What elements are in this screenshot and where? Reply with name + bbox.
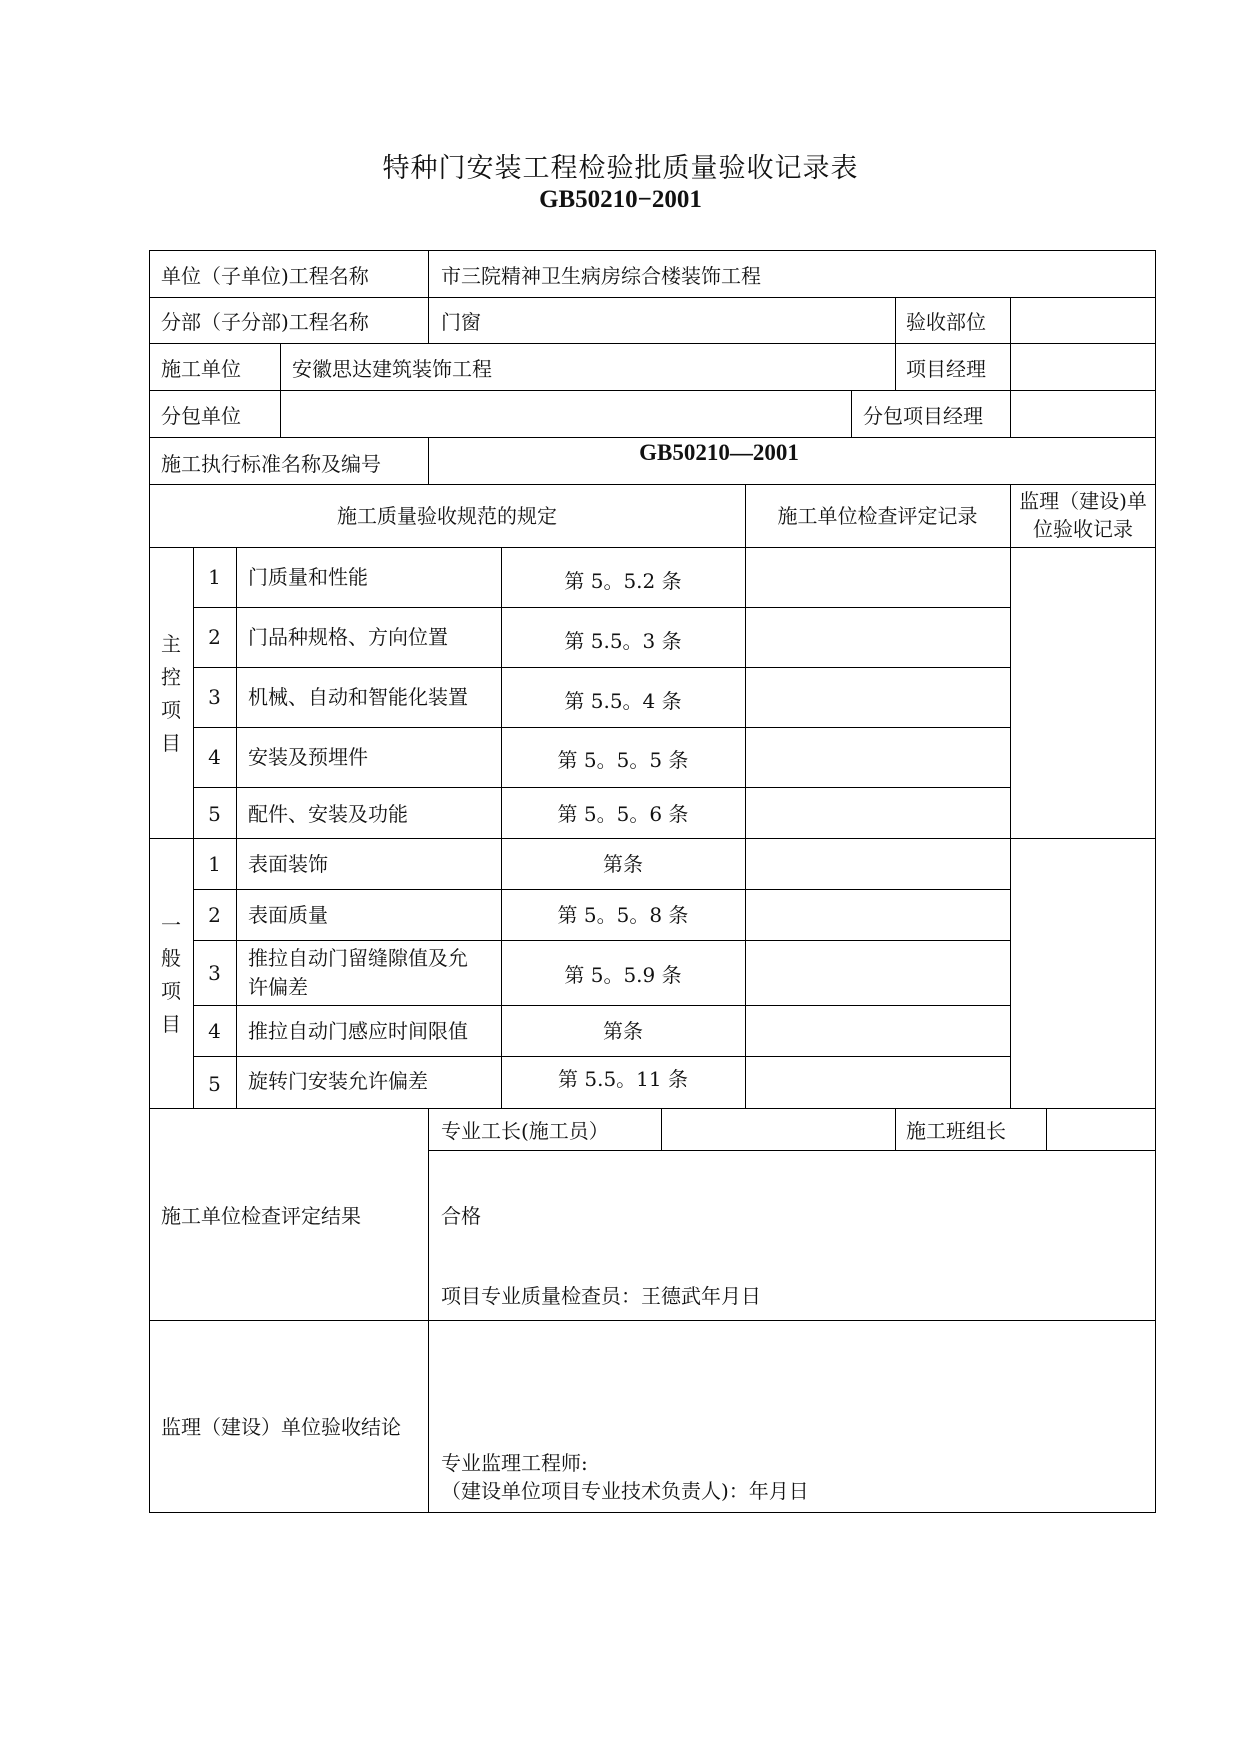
- general-item-name-line-2: 许偏差: [248, 975, 308, 999]
- col-line: [1010, 297, 1011, 437]
- general-item-name-line-1: 推拉自动门留缝隙值及允: [248, 946, 468, 970]
- subproject-value: 门窗: [441, 310, 481, 334]
- row-line: [193, 727, 1010, 728]
- unit-name-value: 市三院精神卫生病房综合楼装饰工程: [441, 264, 761, 288]
- quality-inspector-line: 项目专业质量检查员：王德武年月日: [441, 1284, 761, 1308]
- subproject-label: 分部（子分部)工程名称: [161, 310, 369, 334]
- row-line: [149, 484, 1156, 485]
- project-manager-label: 项目经理: [906, 357, 986, 381]
- row-line: [149, 838, 1156, 839]
- sub-project-manager-label: 分包项目经理: [863, 404, 983, 428]
- row-line: [193, 940, 1010, 941]
- team-leader-label: 施工班组长: [906, 1119, 1006, 1143]
- main-item-no: 4: [208, 745, 221, 769]
- general-item-name: 表面装饰: [248, 852, 328, 876]
- doc-title: 特种门安装工程检验批质量验收记录表: [382, 153, 859, 184]
- conclusion-label: 监理（建设）单位验收结论: [161, 1415, 401, 1439]
- constructor-record-header: 施工单位检查评定记录: [777, 504, 978, 528]
- general-item-no: 5: [208, 1072, 221, 1096]
- constructor-label: 施工单位: [161, 357, 241, 381]
- check-result-label: 施工单位检查评定结果: [161, 1204, 361, 1228]
- row-line: [193, 667, 1010, 668]
- row-line: [193, 1056, 1010, 1057]
- general-item-clause: 第 5.5。11 条: [558, 1067, 688, 1091]
- main-item-clause: 第 5.5。3 条: [564, 629, 682, 653]
- inspection-form: [149, 250, 1156, 1513]
- supervisor-record-header-line-2: 位验收记录: [1033, 517, 1133, 541]
- supervisor-record-header: [1010, 487, 1156, 543]
- main-item-clause: 第 5。5。6 条: [557, 802, 689, 826]
- main-item-clause: 第 5。5.2 条: [564, 569, 682, 593]
- general-item-no: 2: [208, 903, 221, 927]
- general-item-no: 4: [208, 1019, 221, 1043]
- general-item-clause: 第 5。5。8 条: [557, 903, 689, 927]
- col-line: [1046, 1108, 1047, 1150]
- row-line: [149, 343, 1156, 344]
- main-item-clause: 第 5.5。4 条: [564, 689, 682, 713]
- main-item-name: 配件、安装及功能: [248, 802, 408, 826]
- unit-name-label: 单位（子单位)工程名称: [161, 264, 369, 288]
- general-item-name: 推拉自动门感应时间限值: [248, 1019, 468, 1043]
- row-line: [193, 787, 1010, 788]
- main-item-clause: 第 5。5。5 条: [557, 748, 689, 772]
- col-line: [895, 1108, 896, 1150]
- col-line: [895, 297, 896, 390]
- standard-label: 施工执行标准名称及编号: [161, 452, 381, 476]
- general-item-clause: 第条: [603, 852, 643, 876]
- constructor-value: 安徽思达建筑装饰工程: [292, 357, 492, 381]
- main-item-no: 3: [208, 685, 221, 709]
- row-line: [149, 1108, 1156, 1109]
- col-line: [428, 250, 429, 297]
- col-line: [661, 1108, 662, 1150]
- general-item-no: 3: [208, 961, 221, 985]
- general-group-label: 一 般 项 目: [161, 913, 181, 1036]
- spec-column-header: 施工质量验收规范的规定: [337, 504, 557, 528]
- main-item-no: 1: [208, 565, 221, 589]
- row-line: [193, 607, 1010, 608]
- main-item-name: 安装及预埋件: [248, 745, 368, 769]
- main-item-no: 2: [208, 625, 221, 649]
- general-item-name: 旋转门安装允许偏差: [248, 1069, 428, 1093]
- row-line: [428, 1150, 1156, 1151]
- col-line: [280, 343, 281, 437]
- row-line: [149, 547, 1156, 548]
- supervisor-record-header-line-1: 监理（建设)单: [1019, 489, 1147, 513]
- subcontractor-label: 分包单位: [161, 404, 241, 428]
- general-item-name: 表面质量: [248, 903, 328, 927]
- row-line: [193, 1005, 1010, 1006]
- accept-part-label: 验收部位: [906, 310, 986, 334]
- supervising-engineer-line: 专业监理工程师:: [441, 1451, 588, 1475]
- col-line: [745, 547, 746, 1108]
- general-item-clause: 第条: [603, 1019, 643, 1043]
- main-item-no: 5: [208, 802, 221, 826]
- col-line: [428, 1108, 429, 1512]
- row-line: [149, 390, 1156, 391]
- row-line: [149, 297, 1156, 298]
- main-item-name: 门质量和性能: [248, 565, 368, 589]
- row-line: [193, 889, 1010, 890]
- check-result-value: 合格: [441, 1204, 481, 1228]
- row-line: [149, 437, 1156, 438]
- standard-value: GB50210—2001: [639, 440, 799, 465]
- col-line: [428, 297, 429, 343]
- main-item-name: 机械、自动和智能化装置: [248, 685, 468, 709]
- foreman-label: 专业工长(施工员）: [441, 1119, 609, 1143]
- general-item-no: 1: [208, 852, 221, 876]
- owner-technical-lead-line: （建设单位项目专业技术负责人)：年月日: [441, 1479, 809, 1503]
- general-item-clause: 第 5。5.9 条: [564, 963, 682, 987]
- main-item-name: 门品种规格、方向位置: [248, 625, 448, 649]
- col-line: [851, 390, 852, 437]
- row-line: [149, 1320, 1156, 1321]
- main-control-group-label: 主 控 项 目: [161, 632, 181, 755]
- col-line: [236, 547, 237, 1108]
- doc-subtitle: GB50210−2001: [539, 186, 702, 213]
- col-line: [1010, 484, 1011, 1108]
